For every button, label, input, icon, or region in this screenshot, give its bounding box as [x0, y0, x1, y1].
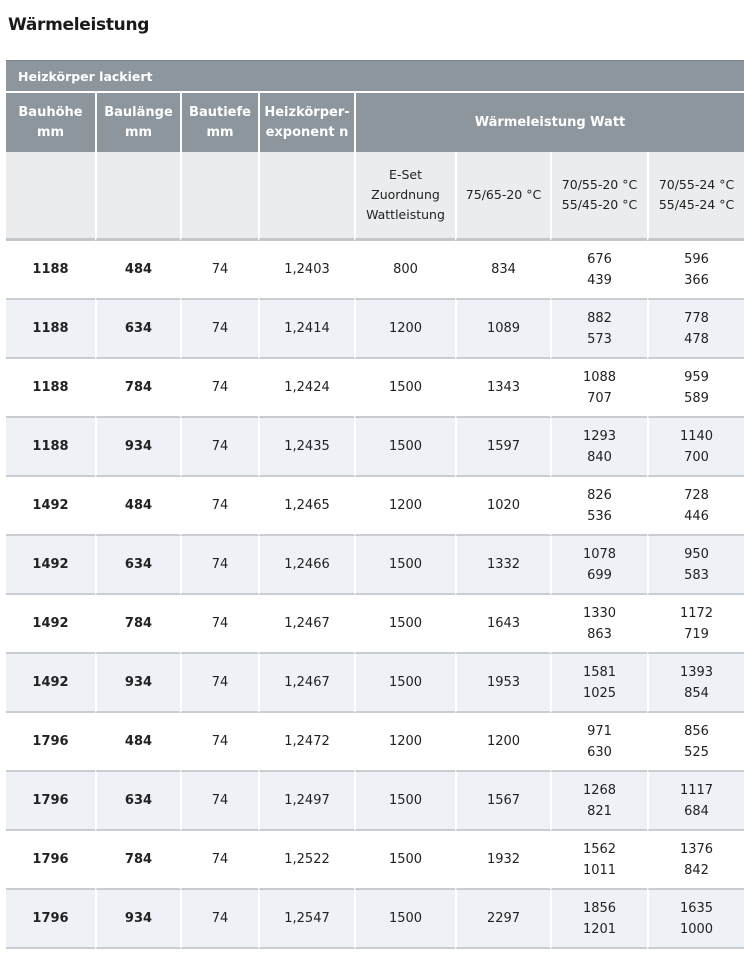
cell-t70-24-value: 854 — [684, 685, 709, 701]
subheader-empty — [95, 152, 180, 241]
table-caption-row — [6, 60, 744, 91]
cell-baulaenge: 634 — [95, 536, 180, 595]
subheader-eset — [354, 152, 455, 241]
cell-bauhoehe: 1188 — [6, 359, 95, 418]
cell-t70-20-value: 699 — [587, 567, 612, 583]
header-exponent-line2: exponent n — [265, 124, 349, 140]
table-subheader-row — [6, 152, 744, 241]
cell-t70-24-value: 1140 — [679, 428, 714, 444]
cell-t70-20-value: 1293 — [582, 428, 617, 444]
cell-t70-24-value: 583 — [684, 567, 709, 583]
header-bautiefe-label: Bautiefe — [189, 104, 251, 120]
cell-t70-20-value: 1562 — [582, 841, 617, 857]
cell-exponent: 1,2414 — [258, 300, 354, 359]
cell-t70-24 — [647, 241, 744, 300]
cell-t70-24-value: 366 — [684, 272, 709, 288]
table-caption: Heizkörper lackiert — [6, 60, 744, 91]
cell-exponent: 1,2424 — [258, 359, 354, 418]
cell-t70-24-value: 1172 — [679, 605, 714, 621]
cell-t70-20-value: 882 — [587, 310, 612, 326]
cell-t70-24-value: 728 — [684, 487, 709, 503]
cell-bauhoehe: 1796 — [6, 890, 95, 949]
cell-bautiefe: 74 — [180, 359, 258, 418]
cell-t75: 1597 — [455, 418, 550, 477]
cell-bautiefe: 74 — [180, 831, 258, 890]
subheader-empty — [180, 152, 258, 241]
cell-t70-24-value: 842 — [684, 862, 709, 878]
cell-exponent: 1,2467 — [258, 654, 354, 713]
table-row — [6, 713, 744, 772]
header-bautiefe — [180, 91, 258, 152]
table-row — [6, 536, 744, 595]
cell-t70-20-value: 840 — [587, 449, 612, 465]
cell-exponent: 1,2547 — [258, 890, 354, 949]
cell-t70-24 — [647, 300, 744, 359]
cell-t70-20-value: 1268 — [582, 782, 617, 798]
cell-exponent: 1,2467 — [258, 595, 354, 654]
heat-output-table — [6, 60, 744, 949]
header-exponent — [258, 91, 354, 152]
cell-t70-20-value: 630 — [587, 744, 612, 760]
cell-eset: 1500 — [354, 831, 455, 890]
cell-exponent: 1,2472 — [258, 713, 354, 772]
cell-t70-24 — [647, 890, 744, 949]
cell-t70-20 — [550, 241, 647, 300]
cell-t70-20-value: 707 — [587, 390, 612, 406]
cell-t75: 1089 — [455, 300, 550, 359]
cell-t70-20-value: 1025 — [582, 685, 617, 701]
cell-eset: 1500 — [354, 359, 455, 418]
cell-baulaenge: 634 — [95, 772, 180, 831]
cell-eset: 1500 — [354, 772, 455, 831]
cell-bautiefe: 74 — [180, 300, 258, 359]
cell-eset: 1500 — [354, 654, 455, 713]
cell-t70-24-value: 1376 — [679, 841, 714, 857]
header-waermeleistung: Wärmeleistung Watt — [354, 91, 744, 152]
cell-t70-24-value: 950 — [684, 546, 709, 562]
cell-t70-20-value: 1011 — [582, 862, 617, 878]
cell-bautiefe: 74 — [180, 890, 258, 949]
subheader-empty — [258, 152, 354, 241]
cell-t70-24 — [647, 536, 744, 595]
cell-t70-24-value: 778 — [684, 310, 709, 326]
cell-t70-24-value: 719 — [684, 626, 709, 642]
cell-bautiefe: 74 — [180, 713, 258, 772]
cell-t75: 1932 — [455, 831, 550, 890]
page-title: Wärmeleistung — [8, 15, 150, 35]
cell-baulaenge: 784 — [95, 595, 180, 654]
header-bautiefe-unit: mm — [206, 124, 234, 140]
table-row — [6, 418, 744, 477]
table-row — [6, 890, 744, 949]
table-row — [6, 831, 744, 890]
subheader-t70-24-line2: 55/45-24 °C — [658, 197, 735, 212]
cell-t70-24-value: 446 — [684, 508, 709, 524]
cell-t70-24-value: 589 — [684, 390, 709, 406]
subheader-t70-20-line2: 55/45-20 °C — [561, 197, 638, 212]
cell-t70-20-value: 1201 — [582, 921, 617, 937]
cell-bautiefe: 74 — [180, 654, 258, 713]
cell-baulaenge: 634 — [95, 300, 180, 359]
cell-t70-24-value: 1635 — [679, 900, 714, 916]
cell-bautiefe: 74 — [180, 418, 258, 477]
header-exponent-line1: Heizkörper- — [264, 104, 350, 120]
cell-t70-20-value: 971 — [587, 723, 612, 739]
cell-exponent: 1,2435 — [258, 418, 354, 477]
cell-exponent: 1,2465 — [258, 477, 354, 536]
table-row — [6, 477, 744, 536]
table-row — [6, 595, 744, 654]
cell-eset: 1500 — [354, 418, 455, 477]
subheader-eset-line1: E-Set — [389, 167, 422, 182]
cell-bauhoehe: 1796 — [6, 713, 95, 772]
cell-t70-20 — [550, 713, 647, 772]
cell-baulaenge: 934 — [95, 890, 180, 949]
cell-t75: 1332 — [455, 536, 550, 595]
cell-t70-24 — [647, 772, 744, 831]
subheader-t70-24 — [647, 152, 744, 241]
cell-t70-20 — [550, 595, 647, 654]
header-baulaenge-label: Baulänge — [104, 104, 173, 120]
cell-eset: 1200 — [354, 300, 455, 359]
cell-eset: 1200 — [354, 477, 455, 536]
cell-t70-20 — [550, 359, 647, 418]
cell-bauhoehe: 1188 — [6, 300, 95, 359]
cell-bautiefe: 74 — [180, 241, 258, 300]
table-row — [6, 300, 744, 359]
cell-t70-20-value: 826 — [587, 487, 612, 503]
cell-t75: 1200 — [455, 713, 550, 772]
cell-t70-20 — [550, 300, 647, 359]
cell-t70-20-value: 676 — [587, 251, 612, 267]
cell-t70-20 — [550, 772, 647, 831]
table-row — [6, 654, 744, 713]
cell-t70-24-value: 596 — [684, 251, 709, 267]
subheader-empty — [6, 152, 95, 241]
cell-eset: 1500 — [354, 536, 455, 595]
cell-baulaenge: 784 — [95, 831, 180, 890]
cell-bautiefe: 74 — [180, 477, 258, 536]
cell-bauhoehe: 1492 — [6, 536, 95, 595]
cell-t75: 1020 — [455, 477, 550, 536]
cell-eset: 1500 — [354, 890, 455, 949]
table-row — [6, 772, 744, 831]
cell-bauhoehe: 1188 — [6, 241, 95, 300]
table-header-row — [6, 91, 744, 152]
cell-bautiefe: 74 — [180, 536, 258, 595]
subheader-t70-20 — [550, 152, 647, 241]
cell-t70-24 — [647, 831, 744, 890]
cell-t70-20-value: 1078 — [582, 546, 617, 562]
cell-exponent: 1,2466 — [258, 536, 354, 595]
cell-t70-24 — [647, 418, 744, 477]
cell-exponent: 1,2497 — [258, 772, 354, 831]
cell-t70-24-value: 959 — [684, 369, 709, 385]
table-row — [6, 359, 744, 418]
cell-t75: 1643 — [455, 595, 550, 654]
subheader-t70-20-line1: 70/55-20 °C — [561, 177, 638, 192]
cell-bauhoehe: 1492 — [6, 654, 95, 713]
header-baulaenge — [95, 91, 180, 152]
cell-t70-24 — [647, 477, 744, 536]
cell-t75: 2297 — [455, 890, 550, 949]
cell-baulaenge: 484 — [95, 241, 180, 300]
cell-bautiefe: 74 — [180, 595, 258, 654]
cell-eset: 1200 — [354, 713, 455, 772]
cell-t70-20-value: 863 — [587, 626, 612, 642]
cell-t70-20 — [550, 654, 647, 713]
cell-baulaenge: 484 — [95, 477, 180, 536]
cell-baulaenge: 484 — [95, 713, 180, 772]
header-bauhoehe-label: Bauhöhe — [18, 104, 83, 120]
cell-t70-20-value: 821 — [587, 803, 612, 819]
cell-t75: 1567 — [455, 772, 550, 831]
cell-t70-24-value: 856 — [684, 723, 709, 739]
cell-t75: 834 — [455, 241, 550, 300]
cell-eset: 800 — [354, 241, 455, 300]
cell-t70-24-value: 700 — [684, 449, 709, 465]
cell-t70-24-value: 684 — [684, 803, 709, 819]
cell-t70-20 — [550, 536, 647, 595]
cell-baulaenge: 934 — [95, 418, 180, 477]
cell-t70-20-value: 573 — [587, 331, 612, 347]
subheader-eset-line3: Wattleistung — [366, 207, 445, 222]
cell-t70-24-value: 525 — [684, 744, 709, 760]
subheader-t75: 75/65-20 °C — [455, 152, 550, 241]
cell-t70-24-value: 1117 — [679, 782, 714, 798]
cell-t70-20 — [550, 418, 647, 477]
cell-t70-24-value: 1393 — [679, 664, 714, 680]
subheader-eset-line2: Zuordnung — [371, 187, 440, 202]
header-bauhoehe — [6, 91, 95, 152]
cell-t70-20 — [550, 477, 647, 536]
cell-t70-20 — [550, 831, 647, 890]
cell-baulaenge: 784 — [95, 359, 180, 418]
cell-t70-24-value: 1000 — [679, 921, 714, 937]
cell-t70-20-value: 1088 — [582, 369, 617, 385]
subheader-t70-24-line1: 70/55-24 °C — [658, 177, 735, 192]
cell-bautiefe: 74 — [180, 772, 258, 831]
cell-t75: 1953 — [455, 654, 550, 713]
cell-bauhoehe: 1188 — [6, 418, 95, 477]
cell-t70-24 — [647, 595, 744, 654]
cell-t70-20-value: 1330 — [582, 605, 617, 621]
cell-exponent: 1,2403 — [258, 241, 354, 300]
header-bauhoehe-unit: mm — [36, 124, 65, 140]
cell-t70-20-value: 536 — [587, 508, 612, 524]
cell-bauhoehe: 1492 — [6, 595, 95, 654]
cell-t70-20-value: 1581 — [582, 664, 617, 680]
table-row — [6, 241, 744, 300]
cell-bauhoehe: 1796 — [6, 831, 95, 890]
cell-exponent: 1,2522 — [258, 831, 354, 890]
cell-baulaenge: 934 — [95, 654, 180, 713]
table-body — [6, 241, 744, 949]
cell-t70-24-value: 478 — [684, 331, 709, 347]
cell-bauhoehe: 1796 — [6, 772, 95, 831]
cell-eset: 1500 — [354, 595, 455, 654]
header-baulaenge-unit: mm — [124, 124, 153, 140]
cell-t70-20-value: 1856 — [582, 900, 617, 916]
cell-bauhoehe: 1492 — [6, 477, 95, 536]
cell-t70-24 — [647, 654, 744, 713]
cell-t70-20 — [550, 890, 647, 949]
cell-t70-24 — [647, 713, 744, 772]
cell-t75: 1343 — [455, 359, 550, 418]
cell-t70-24 — [647, 359, 744, 418]
cell-t70-20-value: 439 — [587, 272, 612, 288]
